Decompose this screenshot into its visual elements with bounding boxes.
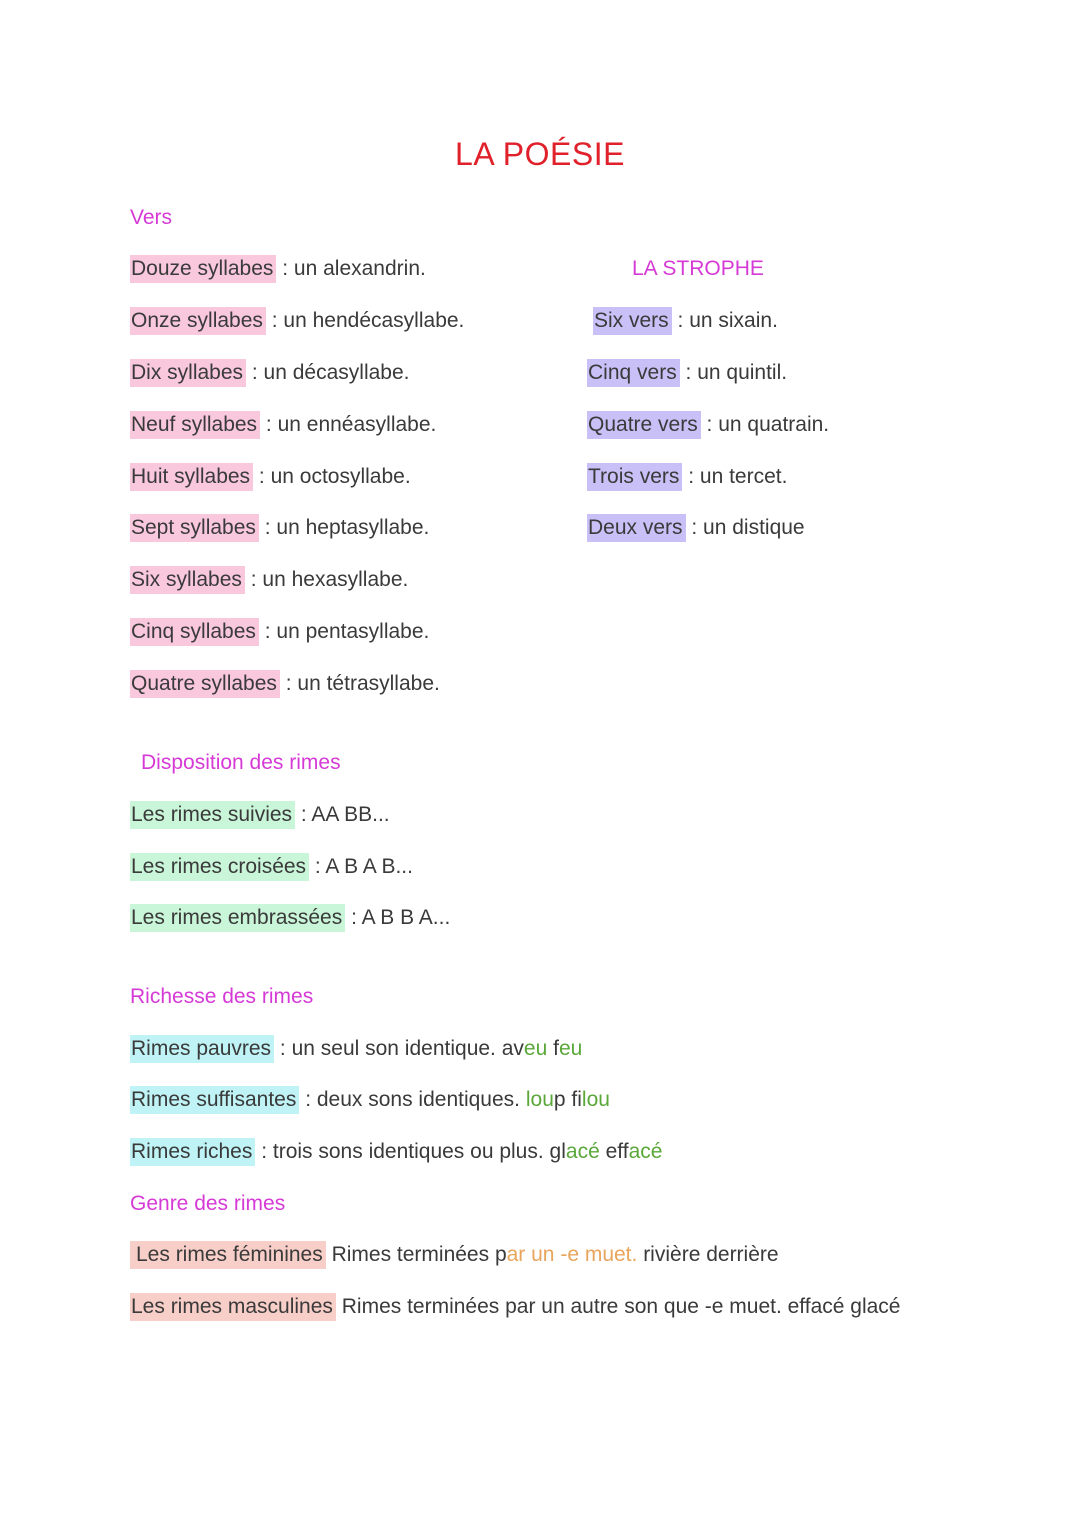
- strophe-definition: : un quintil.: [679, 361, 788, 384]
- vers-term: Onze syllabes: [130, 307, 266, 335]
- richesse-term: Rimes riches: [130, 1138, 255, 1166]
- disposition-term: Les rimes embrassées: [130, 904, 345, 932]
- genre-example: rivière derrière: [637, 1243, 779, 1266]
- strophe-item: [587, 516, 805, 540]
- strophe-item: [587, 413, 829, 437]
- example-rhyme-1: lou: [525, 1088, 554, 1111]
- strophe-item: [593, 309, 778, 333]
- example-rhyme-1: acé: [565, 1140, 600, 1163]
- genre-definition: Rimes terminées p: [325, 1243, 507, 1266]
- disposition-definition: : A B B A...: [345, 906, 451, 929]
- vers-item: [130, 413, 436, 437]
- strophe-definition: : un distique: [685, 516, 805, 539]
- vers-definition: : un heptasyllabe.: [258, 516, 430, 539]
- vers-definition: : un tétrasyllabe.: [279, 672, 440, 695]
- example-word-2: fi: [565, 1088, 582, 1111]
- disposition-heading: Disposition des rimes: [141, 751, 341, 774]
- strophe-definition: : un tercet.: [682, 465, 788, 488]
- disposition-item: [130, 855, 413, 879]
- example-word-1: av: [501, 1037, 524, 1060]
- genre-term: Les rimes féminines: [130, 1241, 326, 1269]
- example-rhyme-1: eu: [523, 1037, 548, 1060]
- vers-term: Douze syllabes: [130, 255, 276, 283]
- disposition-term: Les rimes croisées: [130, 853, 309, 881]
- strophe-definition: : un quatrain.: [700, 413, 830, 436]
- example-rhyme-2: lou: [581, 1088, 610, 1111]
- vers-term: Dix syllabes: [130, 359, 246, 387]
- strophe-heading: LA STROPHE: [632, 257, 764, 280]
- disposition-definition: : A B A B...: [309, 855, 413, 878]
- richesse-item: [130, 1140, 662, 1164]
- example-rhyme-2: eu: [558, 1037, 583, 1060]
- strophe-definition: : un sixain.: [671, 309, 778, 332]
- vers-item: [130, 568, 408, 592]
- strophe-term: Quatre vers: [587, 411, 701, 439]
- vers-item: [130, 361, 409, 385]
- disposition-term: Les rimes suivies: [130, 801, 295, 829]
- vers-definition: : un pentasyllabe.: [258, 620, 430, 643]
- strophe-term: Cinq vers: [587, 359, 680, 387]
- vers-definition: : un décasyllabe.: [246, 361, 410, 384]
- vers-term: Quatre syllabes: [130, 670, 280, 698]
- strophe-term: Six vers: [593, 307, 672, 335]
- genre-item: [130, 1295, 901, 1319]
- vers-term: Huit syllabes: [130, 463, 253, 491]
- vers-term: Neuf syllabes: [130, 411, 260, 439]
- vers-item: [130, 465, 411, 489]
- example-rhyme-2: acé: [628, 1140, 663, 1163]
- example-word-2: eff: [599, 1140, 629, 1163]
- richesse-item: [130, 1088, 610, 1112]
- richesse-heading: Richesse des rimes: [130, 985, 314, 1008]
- richesse-term: Rimes pauvres: [130, 1035, 274, 1063]
- vers-item: [130, 309, 464, 333]
- richesse-definition: : deux sons identiques.: [299, 1088, 526, 1111]
- strophe-item: [587, 465, 787, 489]
- disposition-item: [130, 803, 390, 827]
- vers-item: [130, 672, 440, 696]
- vers-item: [130, 257, 426, 281]
- vers-item: [130, 516, 429, 540]
- richesse-item: [130, 1037, 582, 1061]
- page-title: LA POÉSIE: [455, 136, 625, 172]
- richesse-definition: : trois sons identiques ou plus.: [255, 1140, 550, 1163]
- vers-term: Sept syllabes: [130, 514, 259, 542]
- strophe-term: Trois vers: [587, 463, 682, 491]
- vers-definition: : un alexandrin.: [276, 257, 426, 280]
- example-word-1-end: p: [553, 1088, 566, 1111]
- genre-term: Les rimes masculines: [130, 1293, 336, 1321]
- genre-item: [130, 1243, 779, 1267]
- disposition-item: [130, 906, 450, 930]
- vers-item: [130, 620, 429, 644]
- vers-definition: : un hendécasyllabe.: [265, 309, 465, 332]
- vers-definition: : un ennéasyllabe.: [260, 413, 437, 436]
- vers-term: Cinq syllabes: [130, 618, 259, 646]
- genre-heading: Genre des rimes: [130, 1192, 286, 1215]
- vers-heading: Vers: [130, 206, 173, 229]
- example-word-2: f: [547, 1037, 559, 1060]
- strophe-term: Deux vers: [587, 514, 686, 542]
- richesse-term: Rimes suffisantes: [130, 1086, 299, 1114]
- vers-definition: : un hexasyllabe.: [244, 568, 409, 591]
- disposition-definition: : AA BB...: [295, 803, 390, 826]
- vers-definition: : un octosyllabe.: [253, 465, 411, 488]
- richesse-definition: : un seul son identique.: [274, 1037, 502, 1060]
- genre-definition: Rimes terminées par un autre son que -e muet. effacé glacé: [335, 1295, 901, 1318]
- vers-term: Six syllabes: [130, 566, 245, 594]
- strophe-item: [587, 361, 787, 385]
- example-word-1: gl: [549, 1140, 566, 1163]
- genre-definition-highlight: ar un -e muet.: [506, 1243, 638, 1266]
